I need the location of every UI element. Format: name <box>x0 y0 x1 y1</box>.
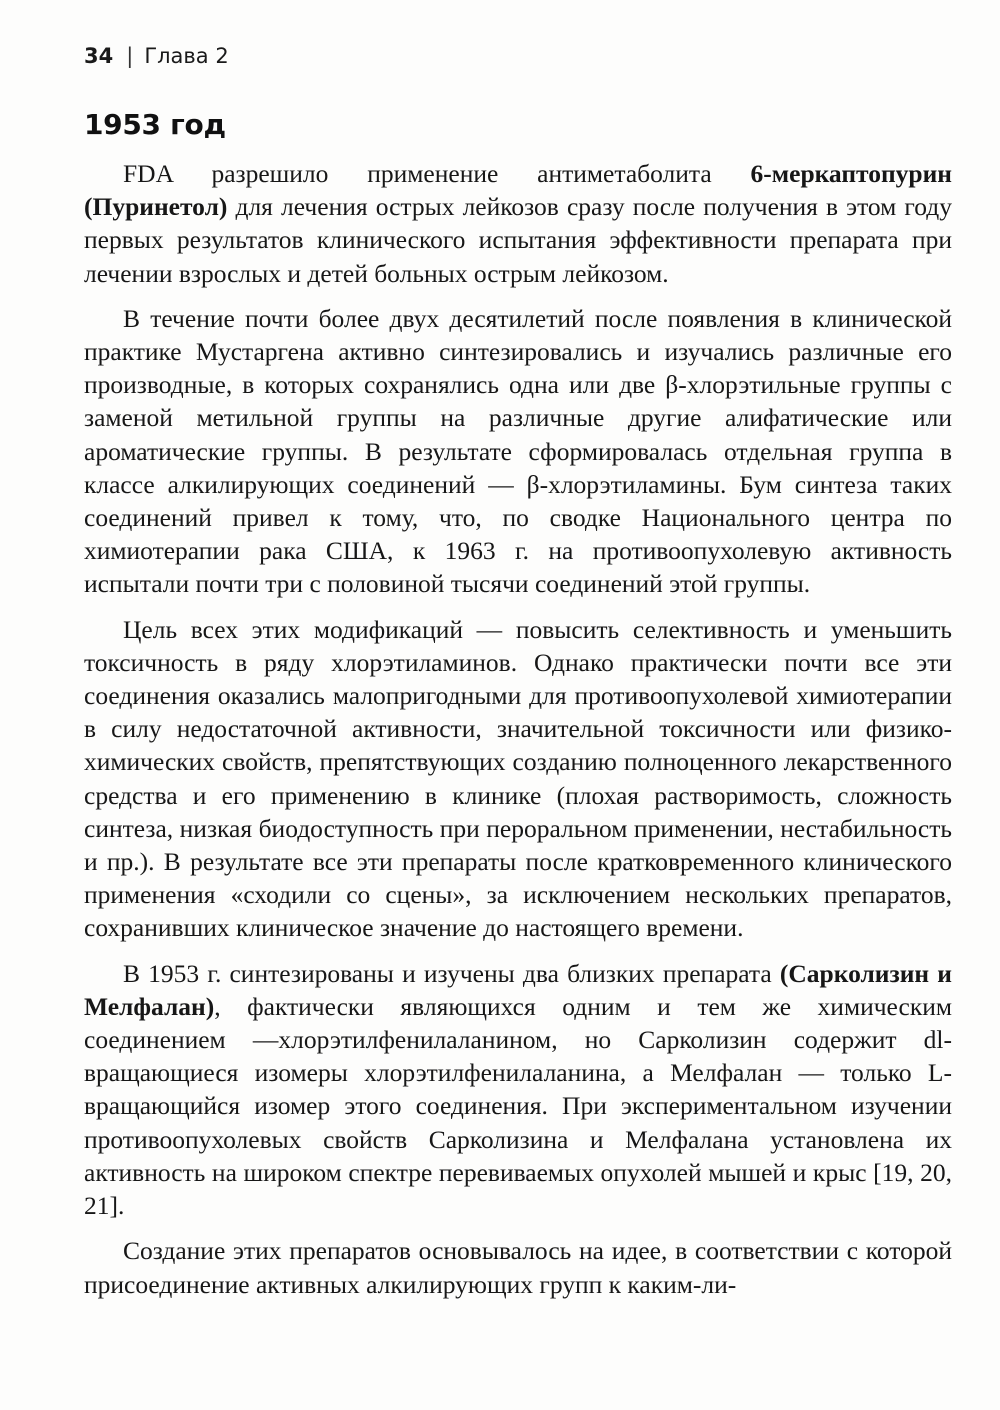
paragraph-3: Цель всех этих модификаций — повысить селективность и уменьшить токсичность в ряду хлорэтиламинов. Однако практически почти все эти соединения оказались малопригодными для противоопухолевой химиотерапии в силу недостаточной активности, значительной токсичности или физико-химических свойств, препятствующих созданию полноценного лекарственного средства и его применению в клинике (плохая растворимость, сложность синтеза, низкая биодоступность при пероральном применении, нестабильность и пр.). В результате все эти препараты после кратковременного клинического применения «сходили со сцены», за исключением нескольких препаратов, сохранивших клиническое значение до настоящего времени. <box>84 614 952 943</box>
chapter-label: Глава 2 <box>144 44 229 68</box>
paragraph-4-lead: В 1953 г. синтезированы и изучены два близких препарата <box>123 958 780 988</box>
paragraph-1 <box>84 157 952 290</box>
section-title: 1953 год <box>84 108 226 141</box>
paragraph-1-lead: FDA разрешило применение антиметаболита <box>123 159 751 188</box>
body-text <box>84 157 952 1313</box>
paragraph-4-rest: , фактически являющихся одним и тем же химическим соединением —хлорэтилфенилаланином, но Сарколизин содержит dl-вращающиеся изомеры хлорэтилфенилаланина, а Мелфалан — только L-вращающийся изомер этого соединения. При экспериментальном изучении противоопухолевых свойств Сарколизина и Мелфалана установлена их активность на широком спектре перевиваемых опухолей мышей и крыс [19, 20, 21]. <box>84 991 952 1221</box>
paragraph-4 <box>84 957 952 1223</box>
running-head <box>84 44 229 68</box>
paragraph-5: Создание этих препаратов основывалось на идее, в соответствии с которой присоединение активных алкилирующих групп к каким-ли- <box>84 1236 952 1299</box>
paragraph-1-rest: для лечения острых лейкозов сразу после получения в этом году первых результатов клинического испытания эффективности препарата при лечении взрослых и детей больных острым лейкозом. <box>84 192 952 288</box>
paragraph-2: В течение почти более двух десятилетий после появления в клинической практике Мустаргена активно синтезировались и изучались различные его производные, в которых сохранялись одна или две β-хлорэтильные группы с заменой метильной группы на различные другие алифатические или ароматические группы. В результате сформировалась отдельная группа в классе алкилирующих соединений — β-хлорэтиламины. Бум синтеза таких соединений привел к тому, что, по сводке Национального центра по химиотерапии рака США, к 1963 г. на противоопухолевую активность испытали почти три с половиной тысячи соединений этой группы. <box>84 303 952 599</box>
header-separator: | <box>126 44 134 68</box>
drug-name-mercaptopurine: 6-меркаптопурин (Пуринетол) <box>84 159 952 222</box>
drug-names-sarcolysin-melphalan: (Сарколизин и Мелфалан) <box>84 958 952 1021</box>
page-number: 34 <box>84 44 114 68</box>
